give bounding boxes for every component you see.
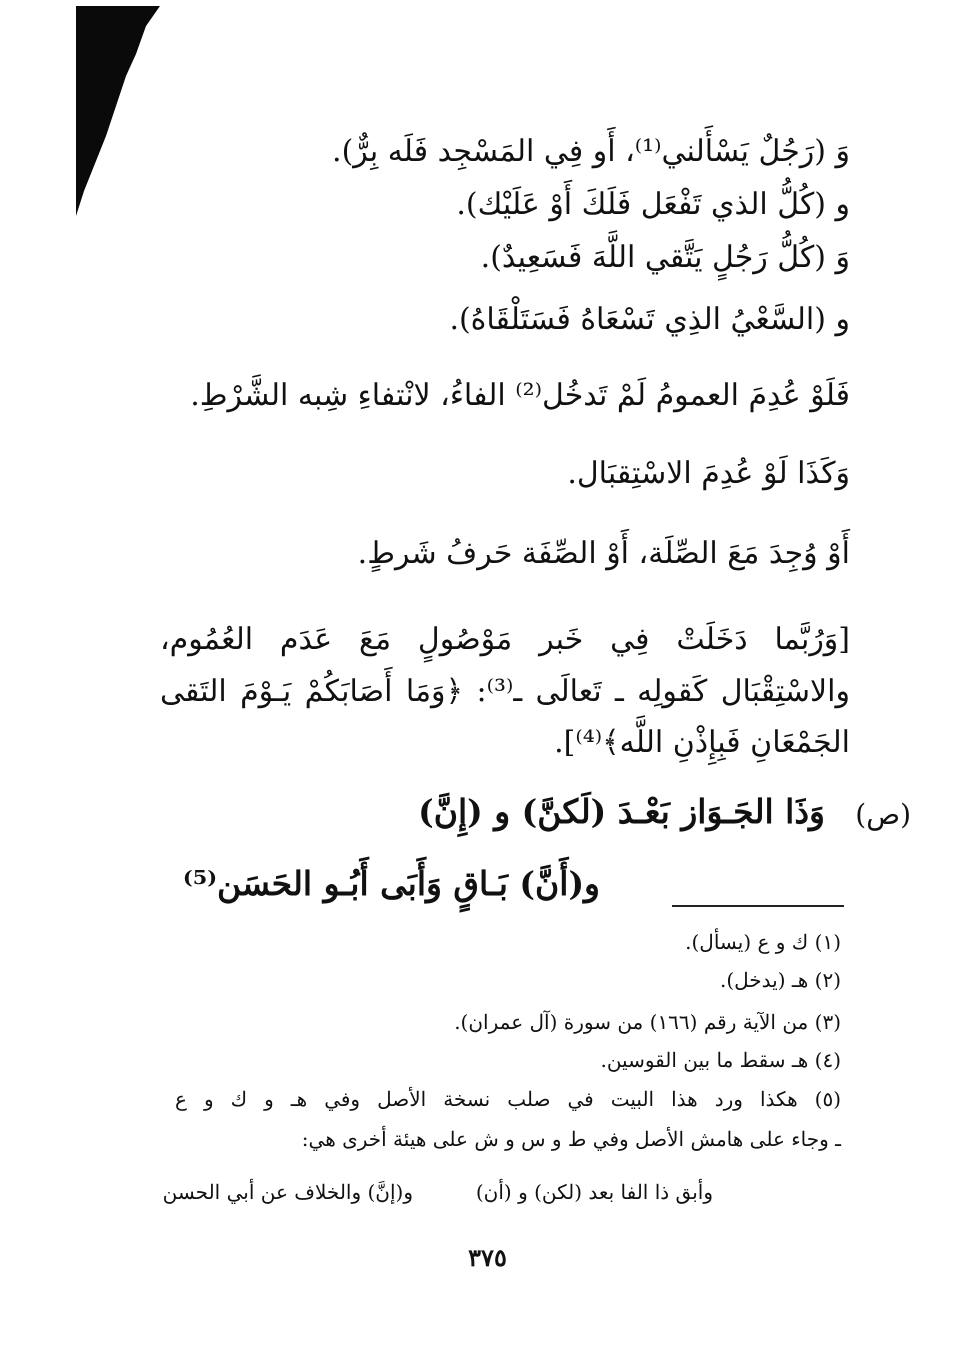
footnote-3: (٣) من الآية رقم (١٦٦) من سورة (آل عمران). [454, 1010, 841, 1034]
footnote-5-verse-left: و(إنَّ) والخلاف عن أبي الحسن [162, 1180, 413, 1204]
text-line-8: [وَرُبَّما دَخَلَتْ فِي خَبر مَوْصُولٍ مَعَ عَدَم العُمُوم، [160, 622, 850, 657]
footnote-1: (١) ك و ع (يسأل). [685, 930, 841, 954]
verse-marker: (ص) [855, 798, 911, 831]
text-line-10: الجَمْعَانِ فَبِإِذْنِ اللَّه﴾⁽⁴⁾]. [554, 725, 850, 760]
footnote-5-line-1: (٥) هكذا ورد هذا البيت في صلب نسخة الأصل وفي هـ و ك و ع [175, 1087, 841, 1111]
footnote-5-verse-right: وأبق ذا الفا بعد (لكن) و (أن) [475, 1180, 713, 1204]
text-line-3: وَ (كُلُّ رَجُلٍ يَتَّقي اللَّهَ فَسَعِيدٌ). [480, 240, 850, 275]
text-line-6: وَكَذَا لَوْ عُدِمَ الاسْتِقبَال. [567, 456, 850, 491]
text-line-5: فَلَوْ عُدِمَ العمومُ لَمْ تَدخُل⁽²⁾ الفاءُ، لانْتفاءِ شِبه الشَّرْطِ. [190, 378, 850, 413]
verse-line-1: وَذَا الجَـوَاز بَعْـدَ (لَكنَّ) و (إِنَّ) [418, 792, 825, 831]
text-line-7: أَوْ وُجِدَ مَعَ الصِّلَة، أَوْ الصِّفَة حَرفُ شَرطٍ. [357, 536, 850, 571]
torn-corner-shape [76, 6, 160, 216]
text-line-2: و (كُلُّ الذي تَفْعَل فَلَكَ أَوْ عَلَيْك). [456, 187, 850, 222]
footnote-2: (٢) هـ (يدخل). [719, 968, 841, 992]
text-line-1: وَ (رَجُلٌ يَسْأَلني⁽¹⁾، أَو فِي المَسْجِد فَلَه بِرٌّ). [332, 134, 850, 169]
footnote-5-line-2: ـ وجاء على هامش الأصل وفي ط و س و ش على هيئة أخرى هي: [301, 1127, 841, 1151]
footnote-4: (٤) هـ سقط ما بين القوسين. [600, 1048, 841, 1072]
verse-line-2: و(أَنَّ) بَـاقٍ وَأَبَى أَبُـو الحَسَن⁽⁵⁾ [182, 864, 600, 903]
footnote-divider [672, 905, 844, 907]
text-line-9: والاسْتِقْبَال كَقولِه ـ تَعالَى ـ⁽³⁾: ﴿وَمَا أَصَابَكُمْ يَـوْمَ التَقى [160, 674, 850, 709]
page-number: ٣٧٥ [468, 1243, 507, 1272]
text-line-4: و (السَّعْيُ الذِي تَسْعَاهُ فَسَتَلْقَاهُ). [449, 302, 850, 337]
